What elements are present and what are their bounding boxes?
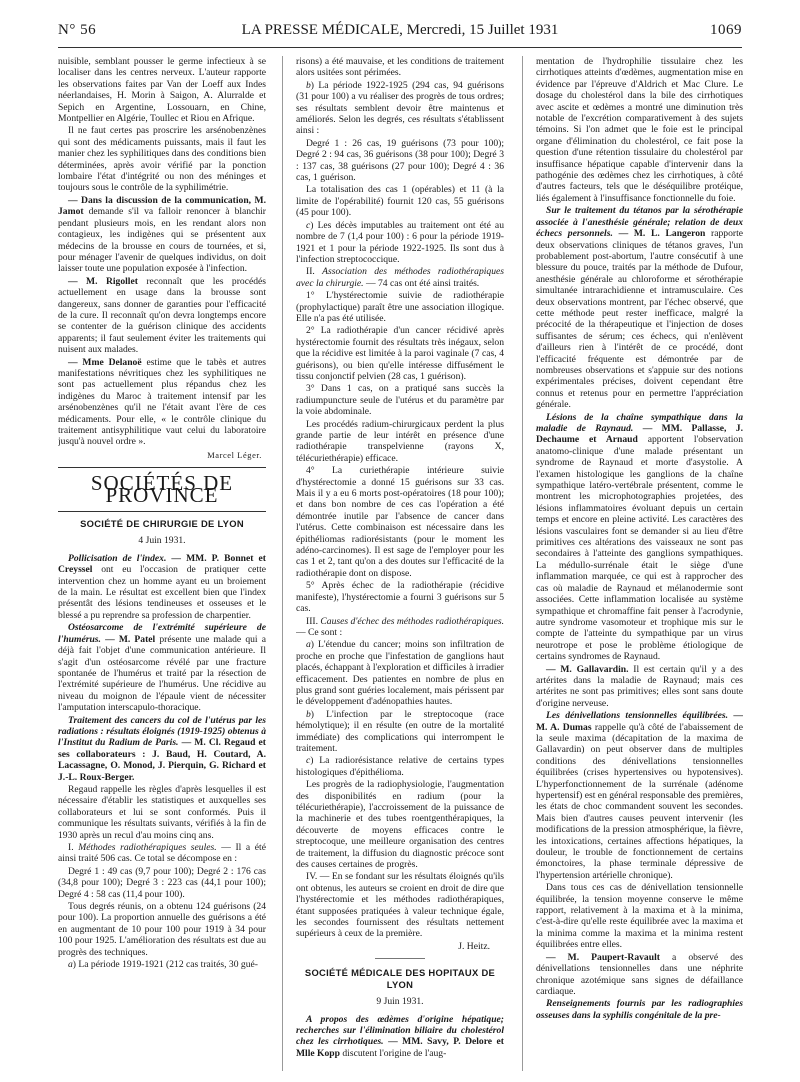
communication-title: Traitement des cancers du col de l'utérus par les radiations : résultats éloignés (1919-1925) obtenus à l'Institut du Radium de Paris. — [58, 714, 266, 749]
communication — [536, 710, 743, 881]
numeral: II. — [306, 266, 323, 278]
communication — [536, 412, 743, 663]
paragraph-text: reconnaît que les procédés actuellement en usage dans la brousse sont dangereux, sans donner de garanties pour l'efficacité de la cure. Il reconnaît qu'on devra longtemps encore se contenter de la guérison clinique des accidents apparents; il faut seulement éviter les traitements qui nuisent aux malades. — [58, 275, 266, 356]
paragraph-text: Il est certain qu'il y a des artérites dans la maladie de Raynaud; mais ces artérites ne sont pas primitives; elles sont sans doute d'origine nerveuse. — [536, 663, 743, 709]
paragraph: nuisible, semblant pousser le germe infectieux à se localiser dans les centres nerveux. L'auteur rapporte les observations faites par Van der Loeff aux Indes néerlandaises, H. Morin à Saigon, A. Alurralde et Sepich en Argentine, Lossouarn, en Chine, Montpellier en Algérie, Toullec et Riou en Afrique. — [58, 56, 266, 125]
society-heading: SOCIÉTÉ MÉDICALE DES HOPITAUX DE LYON — [304, 967, 496, 990]
communication — [536, 998, 743, 1021]
numeral: III. — [306, 615, 321, 627]
paragraph-text: ) Les décès imputables au traitement ont été au nombre de 7 (1,4 pour 100) : 6 pour la période 1919-1921 et 1 pour la période 1922-1925. Ils sont dus à l'infection streptococcique. — [296, 219, 504, 265]
communication-title: Pollicisation de l'index. — [68, 552, 167, 564]
author-names: — M. L. Langeron — [612, 228, 706, 240]
paragraph — [58, 195, 266, 275]
paragraph-text: ) L'infection par le streptocoque (race hémolytique); il en résulte (en outre de la mortalité immédiate) des complications qui interrompent le traitement. — [296, 708, 504, 754]
communication-text: discutent l'origine de l'aug- — [339, 1047, 447, 1059]
subheading: Association des méthodes radiothérapiques avec la chirurgie. — [296, 266, 504, 289]
communication-text: rapporte deux observations cliniques de tétanos graves, l'un probablement post-abortum, l'autre consécutif à une blessure du pouce, traités par la méthode de Dufour, anesthésie générale au chloroforme et sérothérapie simultanée intrarachidienne et intramusculaire. Ces deux observations montrent, par l'échec observé, que cette méthode peut rester inefficace, malgré la précocité de la thérapeutique et l'injection de doses suffisantes de sérum; ces échecs, qui n'enlèvent d'ailleurs rien à l'intérêt de ce procédé, dont l'efficacité fréquente est démontrée par de nombreuses observations et s'appuie sur des notions expérimentales précises, doivent cependant être connus et retenus pour en permettre l'appréciation générale. — [536, 228, 743, 411]
section-rule — [58, 511, 266, 512]
paragraph-text: ) L'étendue du cancer; moins son infiltration de proche en proche que l'infestation de ganglions haut placés, échappant à l'exploration et difficiles à irradier efficacement. Des patientes en nombre de plus en plus grand sont guéries localement, mais périssent par le développement d'adénopathies hautes. — [296, 639, 504, 708]
paragraph: 5° Après échec de la radiothérapie (récidive manifeste), l'hystérectomie a fourni 3 guérisons sur 5 cas. — [296, 580, 504, 615]
paragraph: Tous degrés réunis, on a obtenu 124 guérisons (24 pour 100). La proportion annuelle des guérisons a été en augmentant de 10 pour 100 pour 1919 à 34 pour 100 pour 1925. L'amélioration des résultats est due au progrès des techniques. — [58, 901, 266, 958]
paragraph: risons) a été mauvaise, et les conditions de traitement alors usitées sont périmées. — [296, 56, 504, 79]
paragraph: Regaud rappelle les règles d'après lesquelles il est nécessaire d'établir les statistiques et auxquelles ses collaborateurs et lui se sont conformés. Puis il communique les résultats suivants, vérifiés à la fin de 1930 après un recul d'au moins cinq ans. — [58, 783, 266, 841]
paragraph: Degré 1 : 49 cas (9,7 pour 100); Degré 2 : 176 cas (34,8 pour 100); Degré 3 : 223 cas (44,1 pour 100); Degré 4 : 58 cas (11,4 pour 100). — [58, 865, 266, 900]
communication-text: apportent l'observation anatomo-clinique d'une malade présentant un syndrome de Raynaud et morte d'asystolie. A l'examen histologique les ganglions de la chaîne sympathique latéro-vertébrale présentent, comme le montrent les microphotographies projetées, des lésions inflammatoires évoluant depuis un certain temps et encore en pleine activité. Les caractères des lésions vasculaires font se demander si au lieu d'être primitives ces altérations des vaisseaux ne sont pas secondaires à l'atteinte des ganglions sympathiques. La médullo-surrénale était le siège d'une inflammation marquée, ce qui est à rapprocher des cas où maladie de Raynaud et mélanodermie sont associées. Cette inflammation localisée au système sympathique et chromaffine fait penser à l'acrodynie, autre syndrome vasomoteur et trophique mis sur le compte de l'atteinte du sympathique par un virus neurotrope et pose le problème étiologique de certains syndromes de Raynaud. — [536, 434, 743, 663]
paragraph: IV. — En se fondant sur les résultats éloignés qu'ils ont obtenus, les auteurs se croient en droit de dire que l'hystérectomie et les méthodes radiothérapiques, étant supposées pratiquées à valeur technique égale, les secondes fournissent des résultats nettement supérieurs à ceux de la première. — [296, 871, 504, 940]
communication-title: Lésions de la chaîne sympathique dans la maladie de Raynaud. — [536, 411, 743, 434]
paragraph: mentation de l'hydrophilie tissulaire chez les cirrhotiques atteints d'œdèmes, augmentation mise en évidence par l'épreuve d'Aldrich et Mac Clure. Le dosage du cholestérol dans la bile des cirrhotiques avec ascite et œdèmes a montré une diminution très notable de l'excrétion comparativement à des sujets témoins. Si l'on admet que le foie est le principal organe d'élimination du cholestérol, ce fait pose la question d'une rétention tissulaire du cholestérol par insuffisance hépatique capable d'intervenir dans la pathogénie des œdèmes chez les cirrhotiques, à côté d'autres facteurs, tels que le déséquilibre protéique, liés également à l'insuffisance fonctionnelle du foie. — [536, 56, 743, 204]
paragraph-text: a observé des dénivellations tensionnelles dans une néphrite chronique azotémique sans signes de défaillance cardiaque. — [536, 951, 743, 997]
paragraph: 3° Dans 1 cas, on a pratiqué sans succès la radiumpuncture seule de l'utérus et du paramètre par la voie abdominale. — [296, 383, 504, 418]
paragraph-text: — Il a été ainsi traité 506 cas. Ce total se décompose en : — [58, 842, 266, 865]
paragraph — [536, 952, 743, 998]
list-letter: a — [68, 959, 73, 971]
issue-number: N° 56 — [58, 22, 97, 38]
communication — [58, 553, 266, 621]
communication-title: Les dénivellations tensionnelles équilibrées. — [546, 710, 729, 722]
session-date: 9 Juin 1931. — [376, 996, 424, 1008]
session-date: 4 Juin 1931. — [138, 535, 186, 547]
list-letter: c — [306, 755, 311, 767]
column-left — [58, 56, 266, 1071]
speaker-name: — M. Rigollet — [68, 275, 138, 287]
paragraph — [296, 639, 504, 707]
communication-text: ont eu l'occasion de pratiquer cette intervention chez un homme ayant eu un broiement de la main. Le résultat est excellent bien que l'index présentât des lésions tendineuses et osseuses et le blessé a pu reprendre sa profession de charpentier. — [58, 564, 266, 621]
page-number: 1069 — [710, 22, 742, 38]
communication-text: rappelle qu'à côté de l'abaissement de la seule maxima (décapitation de la maxima de Gallavardin) on peut observer dans de multiples conditions des dénivellations tensionnelles équilibrées (crises hypertensives ou hypotensives). L'hyperfonctionnement de la surrénale (adénome hypertensif) est en général responsable des premières, les états de choc commandent souvent les secondes. Mais bien d'autres causes peuvent intervenir (les modifications de la pression atmosphérique, la fièvre, les intoxications, certaines affections hépatiques, la douleur, le trouble de fonctionnement de certains émonctoires, la phase terminale dépressive de l'hypertension artérielle chronique). — [536, 721, 743, 881]
header-rule — [58, 47, 742, 48]
communication-title: Ostéosarcome de l'extrémité supérieure de l'humérus. — [58, 622, 266, 645]
paragraph — [296, 616, 504, 639]
paragraph: Il ne faut certes pas proscrire les arsénobenzènes qui sont des médicaments puissants, mais il faut les manier chez les syphilitiques dans des conditions bien déterminées, après avoir vérifié par la ponction lombaire l'état d'intégrité ou non des méninges et toujours sous le contrôle de la syphilimétrie. — [58, 125, 266, 194]
paragraph: Degré 1 : 26 cas, 19 guérisons (73 pour 100); Degré 2 : 94 cas, 36 guérisons (38 pour 100); Degré 3 : 137 cas, 38 guérisons (27 pour 100); Degré 4 : 36 cas, 1 guérison. — [296, 137, 504, 184]
paragraph: 2° La radiothérapie d'un cancer récidivé après hystérectomie fournit des résultats très inégaux, selon que la récidive est limitée à la paroi vaginale (7 cas, 4 guérisons), ou bien qu'elle intéresse diffusément le tissu conjonctif pelvien (28 cas, 1 guérison). — [296, 325, 504, 382]
paragraph: Les progrès de la radiophysiologie, l'augmentation des disponibilités en radium (pour la télécuriethérapie), l'accroissement de la puissance de la machinerie et des tubes roentgenthérapiques, la découverte de moyens efficaces contre le streptocoque, une meilleure organisation des centres de traitement, la diffusion du diagnostic précoce sont des causes certaines de progrès. — [296, 779, 504, 871]
paragraph — [58, 276, 266, 356]
speaker-name: — Dans la discussion de la communication, M. Jamot — [58, 194, 266, 218]
communication — [536, 205, 743, 410]
paragraph-text: demande s'il va falloir renoncer à blanchir pendant plusieurs mois, en les rendant alors non contagieux, les indigènes qui se présentent aux médecins de la brousse en cours de tournées, et si, pour ménager l'avenir de quelques individus, on doit laisser toute une population exposée à l'infection. — [58, 206, 266, 275]
speaker-name: — Mme Delanoë — [68, 356, 142, 368]
running-header — [58, 22, 742, 44]
paragraph — [296, 220, 504, 266]
paragraph-text: ) La période 1922-1925 (294 cas, 94 guérisons (31 pour 100) a vu réaliser des progrès de tous ordres; ses résultats semblent devoir être maintenus et améliorés. Selon les degrés, ces résultats s'établissent ainsi : — [296, 79, 504, 137]
paragraph-text: — 74 cas ont été ainsi traités. — [363, 277, 480, 289]
author-names: — MM. Pallasse, J. Dechaume et Arnaud — [536, 423, 743, 446]
numeral: I. — [68, 842, 79, 853]
journal-title-line: LA PRESSE MÉDICALE, Mercredi, 15 Juillet 1931 — [241, 22, 559, 38]
communication-title: Renseignements fournis par les radiographies osseuses dans la syphilis congénitale de la pre- — [536, 998, 743, 1021]
column-middle — [296, 56, 504, 1071]
paragraph: 1° L'hystérectomie suivie de radiothérapie (prophylactique) paraît être une association illogique. Elle n'a pas été utilisée. — [296, 290, 504, 324]
paragraph — [58, 959, 266, 970]
paragraph — [296, 266, 504, 289]
author-signature: Marcel Léger. — [207, 450, 262, 460]
communication-title: A propos des œdèmes d'origine hépatique; recherches sur l'élimination biliaire du cholestérol chez les cirrhotiques. — [296, 1013, 504, 1048]
speaker-name: — M. Gallavardin. — [546, 663, 629, 675]
paragraph — [58, 357, 266, 448]
paragraph — [296, 755, 504, 778]
subheading: Méthodes radiothérapiques seules. — [78, 842, 217, 853]
author-signature: J. Heitz. — [458, 940, 490, 952]
speaker-name: — M. Paupert-Ravault — [546, 951, 660, 963]
list-letter: c — [306, 219, 311, 231]
list-letter: a — [306, 639, 311, 651]
author-names: — MM. P. Bonnet et Creyssel — [58, 552, 266, 576]
communication — [58, 715, 266, 783]
communication — [58, 622, 266, 713]
paragraph: 4° La curiethérapie intérieure suivie d'hystérectomie a donné 15 guérisons sur 33 cas. Mais il y a eu 6 morts post-opératoires (18 pour 100); et dans bon nombre de ces cas l'opération a été démontrée inutile par l'absence de cancer dans l'utérus. Cette combinaison est nécessaire dans les épithéliomas radiorésistants (pour le moment les adéno-carcinomes). Il est sage de l'employer pour les cas 1 et 2, tant qu'on a des doutes sur l'efficacité de la radiothérapie dont on dispose. — [296, 465, 504, 579]
author-names: — MM. Savy, P. Delore et Mlle Kopp — [296, 1036, 504, 1059]
communication-title: Sur le traitement du tétanos par la sérothérapie associée à l'anesthésie générale; relation de deux échecs personnels. — [536, 205, 743, 240]
column-right — [536, 56, 743, 1071]
list-letter: b — [306, 79, 311, 91]
paragraph — [58, 842, 266, 865]
subheading: Causes d'échec des méthodes radiothérapiques. — [320, 615, 504, 627]
communication — [296, 1014, 504, 1060]
paragraph-text: ) La radiorésistance relative de certains types histologiques d'épithélioma. — [296, 755, 504, 778]
paragraph — [296, 709, 504, 755]
paragraph: Les procédés radium-chirurgicaux perdent la plus grande partie de leur intérêt en présence d'une radiothérapie transpelvienne (rayons X, télécuriethérapie) efficace. — [296, 418, 504, 464]
paragraph: Dans tous ces cas de dénivellation tensionnelle équilibrée, la tension moyenne conserve le même rapport, relativement à la maxima et à la minima, c'est-à-dire qu'elle reste équilibrée avec la maxima et la minima comme la maxima et la minima restent équilibrées entre elles. — [536, 882, 743, 951]
section-title: SOCIÉTÉS DE PROVINCE — [90, 471, 234, 507]
column-divider — [282, 56, 283, 1071]
paragraph — [296, 80, 504, 137]
paragraph-text: estime que le tabès et autres manifestations névritiques chez les syphilitiques ne sont pas actuellement plus répandus chez les indigènes du Maroc à traitement intensif par les arsénobenzènes qu'il ne l'était avant l'ère de ces médicaments. Pour elle, « le contrôle clinique du traitement antisyphilitique vaut celui du laboratoire jusqu'à nouvel ordre ». — [58, 356, 266, 448]
author-names: — M. Cl. Regaud et ses collaborateurs : J. Baud, H. Coutard, A. Lacassagne, O. Monod, J. Pierquin, G. Richard et J.-L. Roux-Berger. — [58, 737, 266, 783]
paragraph: La totalisation des cas 1 (opérables) et 11 (à la limite de l'opérabilité) fournit 120 cas, 55 guérisons (45 pour 100). — [296, 184, 504, 219]
paragraph — [536, 664, 743, 710]
paragraph-text: ) La période 1919-1921 (212 cas traités, 30 gué- — [72, 959, 258, 971]
society-heading: SOCIÉTÉ DE CHIRURGIE DE LYON — [80, 518, 244, 530]
paragraph-text: — Ce sont : — [296, 626, 343, 638]
section-rule — [58, 467, 266, 468]
communication-text: présente une malade qui a déjà fait l'objet d'une communication antérieure. Il s'agit d'un ostéosarcome révélé par une fracture spontanée de l'humérus et traité par la résection de l'extrémité supérieure de l'humérus. Une récidive au niveau du moignon de l'épaule vient de nécessiter l'amputation interscapulo-thoracique. — [58, 633, 266, 714]
author-names: — M. A. Dumas — [536, 710, 743, 733]
section-rule — [375, 958, 425, 959]
column-divider — [522, 56, 523, 1071]
author-names: — M. Patel — [100, 633, 156, 645]
list-letter: b — [306, 708, 311, 720]
